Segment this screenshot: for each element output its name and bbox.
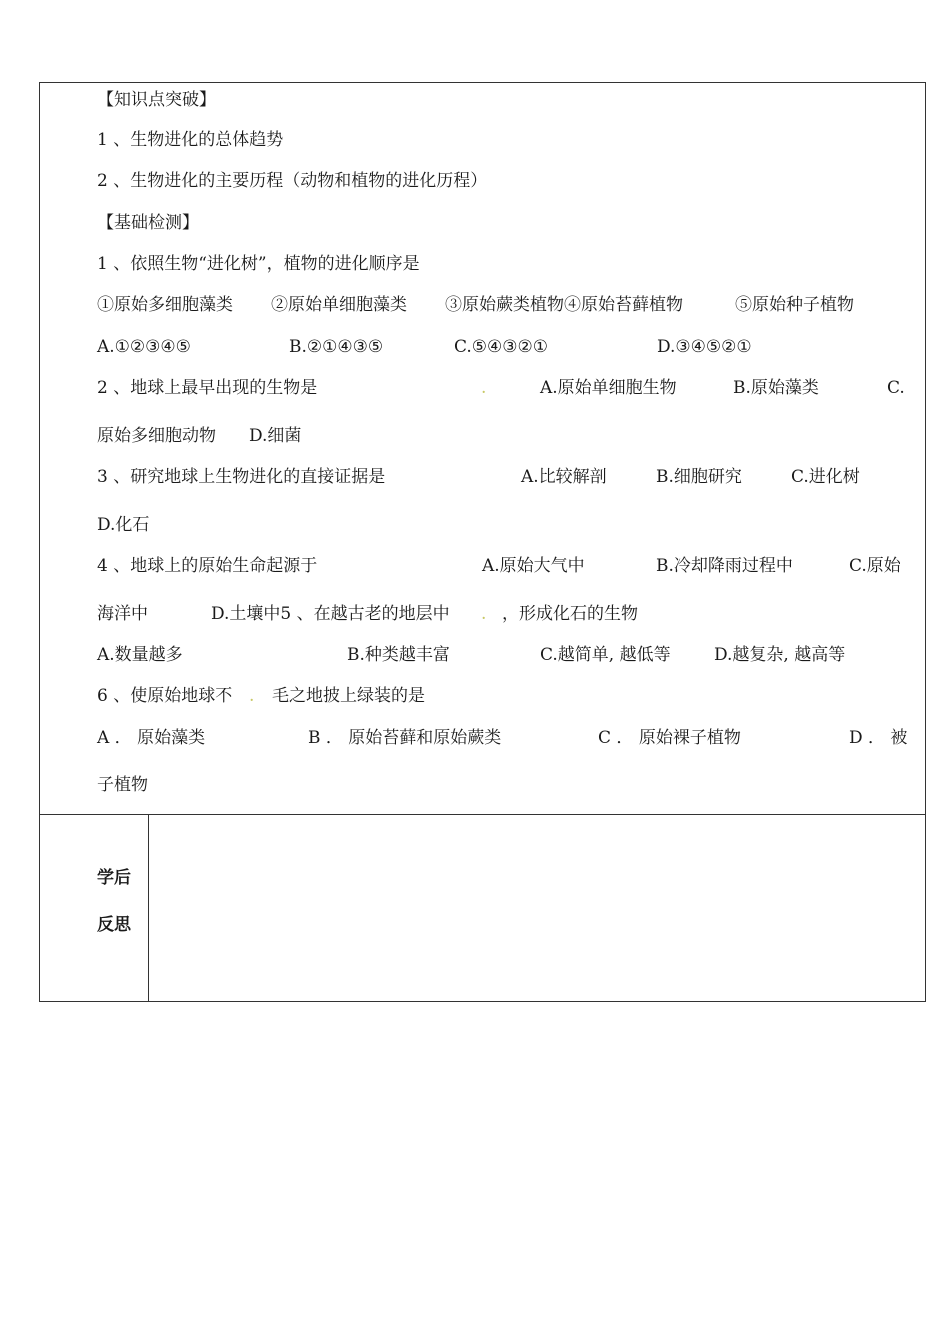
q3-stem: 3 、研究地球上生物进化的直接证据是 [97,467,386,487]
q1-item-3-4: ③原始蕨类植物④原始苔藓植物 [445,295,683,315]
question-1-stem: 1 、依照生物“进化树”，植物的进化顺序是 [97,254,420,274]
q4-option-c-label: C.原始 [849,556,901,576]
q5-stem-tail: ，形成化石的生物 [502,604,638,624]
q4-stem: 4 、地球上的原始生命起源于 [97,556,318,576]
q6-option-b: B ． 原始苔藓和原始蕨类 [308,728,502,748]
q6-stem-a: 6 、使原始地球不 [97,686,233,706]
knowledge-heading: 【知识点突破】 [97,90,216,110]
q4-option-d-and-q5-stem: D.土壤中5 、在越古老的地层中 [211,604,450,624]
knowledge-item-1: 1 、生物进化的总体趋势 [97,130,284,150]
reflection-content-cell [148,815,925,1001]
q3-option-d: D.化石 [97,515,150,535]
q6-option-c: C ． 原始裸子植物 [598,728,741,748]
q1-item-5: ⑤原始种子植物 [735,295,854,315]
q2-option-b: B.原始藻类 [733,378,819,398]
q2-option-a: A.原始单细胞生物 [540,378,677,398]
q6-dot: . [249,686,255,706]
q5-option-c: C.越简单, 越低等 [540,645,671,665]
q2-option-c-text: 原始多细胞动物 [97,426,216,446]
q6-option-d-label: D ． 被 [849,728,908,748]
reflection-label-line-1: 学后 [97,868,131,888]
q4-option-c-text: 海洋中 [97,604,148,624]
q1-item-1: ①原始多细胞藻类 [97,295,233,315]
q1-option-c: C.⑤④③②① [454,337,549,357]
q5-option-d: D.越复杂, 越高等 [714,645,846,665]
q6-option-d-text: 子植物 [97,775,148,795]
q2-option-c-label: C. [887,378,905,398]
q2-stem: 2 、地球上最早出现的生物是 [97,378,318,398]
q2-option-d: D.细菌 [249,426,302,446]
q1-item-2: ②原始单细胞藻类 [271,295,407,315]
q3-option-b: B.细胞研究 [656,467,742,487]
reflection-label-line-2: 反思 [97,915,131,935]
q6-option-a: A ． 原始藻类 [97,728,206,748]
q4-option-b: B.冷却降雨过程中 [656,556,793,576]
q5-dot: . [481,604,487,624]
q4-option-a: A.原始大气中 [482,556,585,576]
q2-dot: . [481,378,487,398]
q3-option-a: A.比较解剖 [521,467,607,487]
q1-option-d: D.③④⑤②① [657,337,752,357]
q1-option-b: B.②①④③⑤ [289,337,384,357]
q5-option-a: A.数量越多 [97,645,183,665]
q6-stem-b: 毛之地披上绿装的是 [272,686,425,706]
knowledge-item-2: 2 、生物进化的主要历程（动物和植物的进化历程） [97,171,488,191]
q5-option-b: B.种类越丰富 [347,645,450,665]
q1-option-a: A.①②③④⑤ [97,337,191,357]
q3-option-c: C.进化树 [791,467,860,487]
basic-test-heading: 【基础检测】 [97,213,199,233]
